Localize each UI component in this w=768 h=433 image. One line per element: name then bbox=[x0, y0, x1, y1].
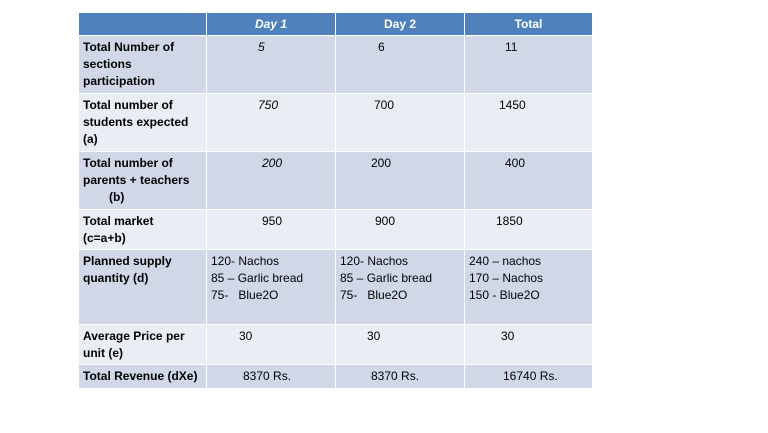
supply-table bbox=[78, 12, 593, 389]
cell-total bbox=[465, 325, 593, 365]
label-line: Total number of bbox=[83, 98, 173, 112]
cell-day2 bbox=[336, 36, 465, 94]
cell-total bbox=[465, 36, 593, 94]
table-row bbox=[79, 210, 593, 250]
value-day2: 30 bbox=[367, 329, 381, 343]
supply-line: 85 – Garlic bread bbox=[340, 271, 433, 285]
supply-line: 75- Blue2O bbox=[211, 288, 279, 302]
label-line: (a) bbox=[83, 132, 98, 146]
label-line: Total number of bbox=[83, 156, 173, 170]
label-line: Planned supply bbox=[83, 254, 172, 268]
supply-line: 150 - Blue2O bbox=[469, 288, 540, 302]
supply-line: 120- Nachos bbox=[340, 254, 409, 268]
label-line: Total Revenue (dXe) bbox=[83, 369, 198, 383]
label-line: (b) bbox=[109, 190, 125, 204]
supply-line: 240 – nachos bbox=[469, 254, 542, 268]
cell-total bbox=[465, 365, 593, 389]
label-line: participation bbox=[83, 74, 156, 88]
row-label bbox=[79, 152, 207, 210]
cell-total bbox=[465, 152, 593, 210]
value-day1: 750 bbox=[258, 98, 279, 112]
cell-day2 bbox=[336, 94, 465, 152]
value-total: 1450 bbox=[499, 98, 526, 112]
cell-day1 bbox=[207, 365, 336, 389]
value-day2: 6 bbox=[378, 40, 385, 54]
header-blank bbox=[79, 13, 207, 36]
cell-day2 bbox=[336, 250, 465, 325]
label-line: Average Price per bbox=[83, 329, 185, 343]
value-day2: 200 bbox=[371, 156, 392, 170]
supply-line: 85 – Garlic bread bbox=[211, 271, 304, 285]
cell-day1 bbox=[207, 94, 336, 152]
cell-day2 bbox=[336, 325, 465, 365]
table-row bbox=[79, 325, 593, 365]
value-total: 1850 bbox=[496, 214, 523, 228]
row-label bbox=[79, 325, 207, 365]
value-day2: 700 bbox=[374, 98, 395, 112]
table-row bbox=[79, 152, 593, 210]
header-row bbox=[79, 13, 593, 36]
value-day1: 950 bbox=[262, 214, 283, 228]
cell-total bbox=[465, 94, 593, 152]
value-day1: 30 bbox=[239, 329, 253, 343]
cell-day2 bbox=[336, 210, 465, 250]
label-line: Total Number of bbox=[83, 40, 175, 54]
cell-day1 bbox=[207, 325, 336, 365]
cell-day1 bbox=[207, 152, 336, 210]
table-row bbox=[79, 250, 593, 325]
header-day1: Day 1 bbox=[207, 13, 336, 36]
header-day2: Day 2 bbox=[336, 13, 465, 36]
label-line: students expected bbox=[83, 115, 189, 129]
cell-day2 bbox=[336, 152, 465, 210]
cell-total bbox=[465, 250, 593, 325]
header-total: Total bbox=[465, 13, 593, 36]
label-line: Total market bbox=[83, 214, 154, 228]
row-label bbox=[79, 94, 207, 152]
value-day1: 5 bbox=[258, 40, 265, 54]
value-total: 16740 Rs. bbox=[503, 369, 558, 383]
table-row bbox=[79, 36, 593, 94]
cell-day2 bbox=[336, 365, 465, 389]
table-row bbox=[79, 94, 593, 152]
supply-line: 120- Nachos bbox=[211, 254, 280, 268]
value-total: 400 bbox=[505, 156, 526, 170]
value-day2: 8370 Rs. bbox=[371, 369, 420, 383]
value-total: 30 bbox=[501, 329, 515, 343]
cell-day1 bbox=[207, 36, 336, 94]
value-day1: 200 bbox=[262, 156, 283, 170]
supply-line: 75- Blue2O bbox=[340, 288, 408, 302]
row-label bbox=[79, 365, 207, 389]
label-line: unit (e) bbox=[83, 346, 123, 360]
value-day1: 8370 Rs. bbox=[243, 369, 292, 383]
label-line: sections bbox=[83, 57, 132, 71]
row-label bbox=[79, 250, 207, 325]
label-line: parents + teachers bbox=[83, 173, 190, 187]
row-label bbox=[79, 210, 207, 250]
supply-line: 170 – Nachos bbox=[469, 271, 544, 285]
label-line: (c=a+b) bbox=[83, 231, 126, 245]
cell-day1 bbox=[207, 250, 336, 325]
label-line: quantity (d) bbox=[83, 271, 149, 285]
table-row bbox=[79, 365, 593, 389]
value-day2: 900 bbox=[375, 214, 396, 228]
value-total: 11 bbox=[505, 40, 518, 54]
cell-total bbox=[465, 210, 593, 250]
row-label bbox=[79, 36, 207, 94]
cell-day1 bbox=[207, 210, 336, 250]
